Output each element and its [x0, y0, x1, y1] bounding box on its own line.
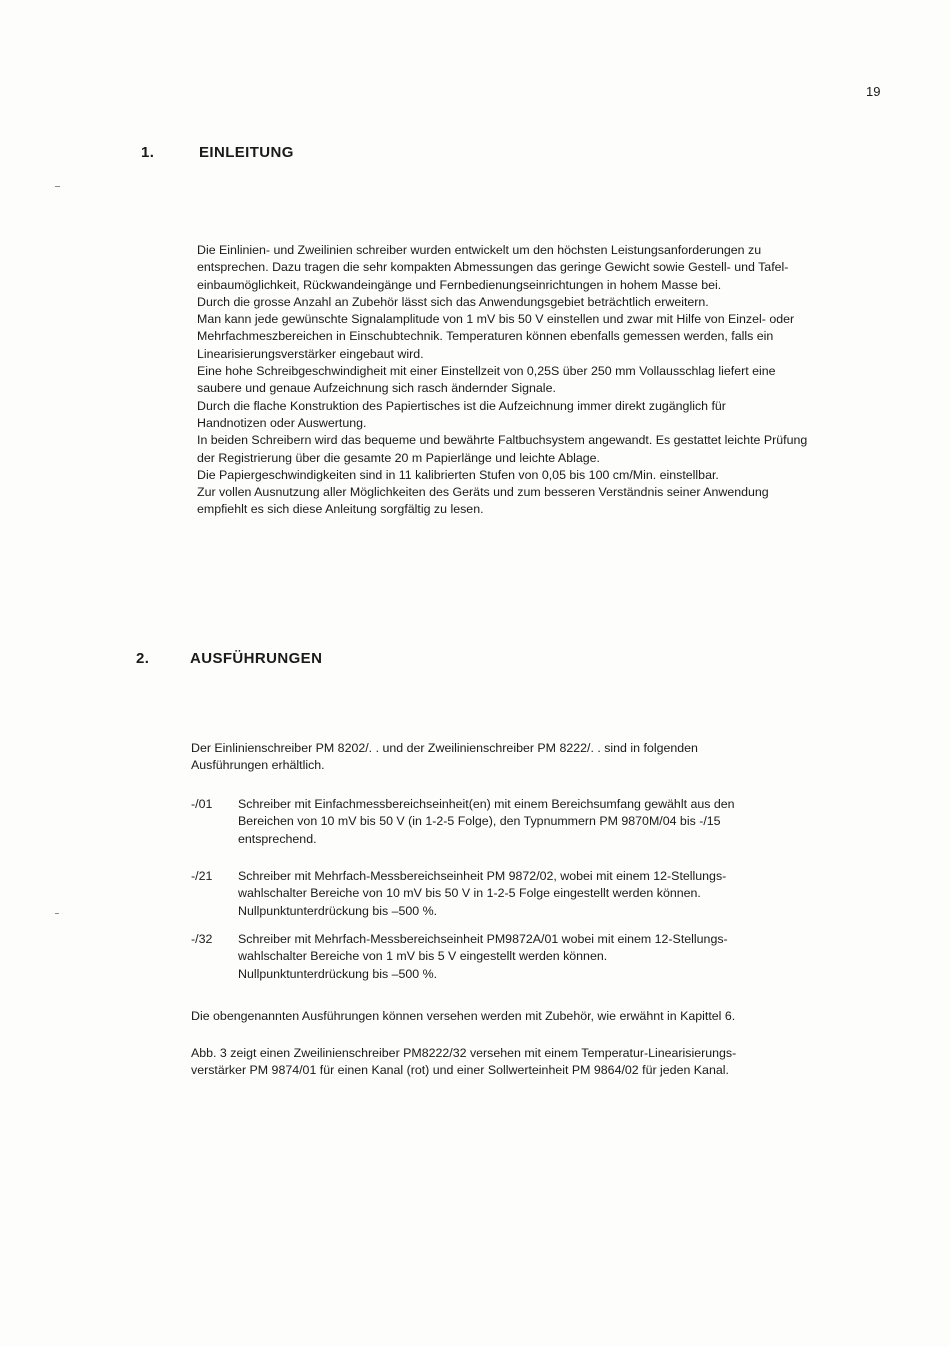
text-line: Der Einlinienschreiber PM 8202/. . und der Zweilinienschreiber PM 8222/. . sind in folgenden	[191, 741, 698, 755]
variant-code: -/01	[191, 797, 213, 811]
text-line: empfiehlt es sich diese Anleitung sorgfältig zu lesen.	[197, 502, 484, 517]
text-line: Man kann jede gewünschte Signalamplitude von 1 mV bis 50 V einstellen und zwar mit Hilfe von Einzel- oder	[197, 312, 795, 327]
text-line: verstärker PM 9874/01 für einen Kanal (rot) und einer Sollwerteinheit PM 9864/02 für jeden Kanal.	[191, 1063, 729, 1078]
page-number: 19	[866, 84, 881, 99]
text-line: Zur vollen Ausnutzung aller Möglichkeiten des Geräts und zum besseren Verständnis seiner Anwendung	[197, 485, 769, 500]
variant-code: -/21	[191, 869, 213, 883]
text-line: Die Papiergeschwindigkeiten sind in 11 kalibrierten Stufen von 0,05 bis 100 cm/Min. einstellbar.	[197, 467, 719, 482]
text-line: entsprechen. Dazu tragen die sehr kompakten Abmessungen das geringe Gewicht sowie Gestell- und Tafel-	[197, 260, 789, 275]
section-2-note	[191, 1008, 735, 1025]
margin-mark	[55, 186, 60, 187]
section-title: EINLEITUNG	[199, 144, 294, 161]
text-line: einbaumöglichkeit, Rückwandeingänge und Fernbedienungseinrichtungen in hohem Masse bei.	[197, 277, 722, 292]
text-line: Durch die grosse Anzahl an Zubehör lässt sich das Anwendungsgebiet beträchtlich erweitern.	[197, 294, 709, 309]
variant-description	[238, 796, 735, 848]
text-line: Abb. 3 zeigt einen Zweilinienschreiber PM8222/32 versehen mit einem Temperatur-Linearisierungs-	[191, 1046, 737, 1060]
text-line: Die obengenannten Ausführungen können versehen werden mit Zubehör, wie erwähnt in Kapittel 6.	[191, 1009, 736, 1023]
text-line: wahlschalter Bereiche von 1 mV bis 5 V eingestellt werden können.	[238, 949, 608, 964]
section-2-figure-note	[191, 1045, 736, 1080]
text-line: Eine hohe Schreibgeschwindigheit mit einer Einstellzeit von 0,25S über 250 mm Vollausschlag liefert eine	[197, 364, 776, 379]
variant-item	[191, 868, 831, 922]
text-line: In beiden Schreibern wird das bequeme und bewährte Faltbuchsystem angewandt. Es gestattet leichte Prüfung	[197, 433, 808, 448]
text-line: Nullpunktunterdrückung bis –500 %.	[238, 966, 438, 981]
section-number: 1.	[141, 144, 155, 161]
variant-description	[238, 931, 728, 983]
variant-item	[191, 796, 831, 850]
text-line: Schreiber mit Mehrfach-Messbereichseinheit PM 9872/02, wobei mit einem 12-Stellungs-	[238, 869, 727, 883]
section-number: 2.	[136, 650, 150, 667]
text-line: Bereichen von 10 mV bis 50 V (in 1-2-5 Folge), den Typnummern PM 9870M/04 bis -/15	[238, 814, 721, 829]
margin-mark	[55, 913, 59, 914]
text-line: Durch die flache Konstruktion des Papiertisches ist die Aufzeichnung immer direkt zugänglich für	[197, 398, 726, 413]
variant-code: -/32	[191, 932, 213, 946]
text-line: Mehrfachmeszbereichen in Einschubtechnik. Temperaturen können ebenfalls gemessen werden, falls ein	[197, 329, 774, 344]
text-line: der Registrierung über die gesamte 20 m Papierlänge und leichte Ablage.	[197, 450, 600, 465]
section-1-body	[197, 242, 807, 519]
section-title: AUSFÜHRUNGEN	[190, 650, 323, 667]
text-line: Die Einlinien- und Zweilinien schreiber wurden entwickelt um den höchsten Leistungsanforderungen zu	[197, 243, 762, 257]
text-line: entsprechend.	[238, 831, 317, 846]
variant-description	[238, 868, 726, 920]
text-line: Linearisierungsverstärker eingebaut wird.	[197, 346, 424, 361]
section-2-intro	[191, 740, 698, 775]
variant-item	[191, 931, 831, 985]
text-line: Schreiber mit Mehrfach-Messbereichseinheit PM9872A/01 wobei mit einem 12-Stellungs-	[238, 932, 728, 946]
text-line: saubere und genaue Aufzeichnung sich rasch ändernder Signale.	[197, 381, 556, 396]
text-line: Handnotizen oder Auswertung.	[197, 415, 367, 430]
text-line: Ausführungen erhältlich.	[191, 758, 325, 773]
text-line: wahlschalter Bereiche von 10 mV bis 50 V in 1-2-5 Folge eingestellt werden können.	[238, 886, 701, 901]
text-line: Nullpunktunterdrückung bis –500 %.	[238, 903, 438, 918]
text-line: Schreiber mit Einfachmessbereichseinheit(en) mit einem Bereichsumfang gewählt aus den	[238, 797, 735, 811]
